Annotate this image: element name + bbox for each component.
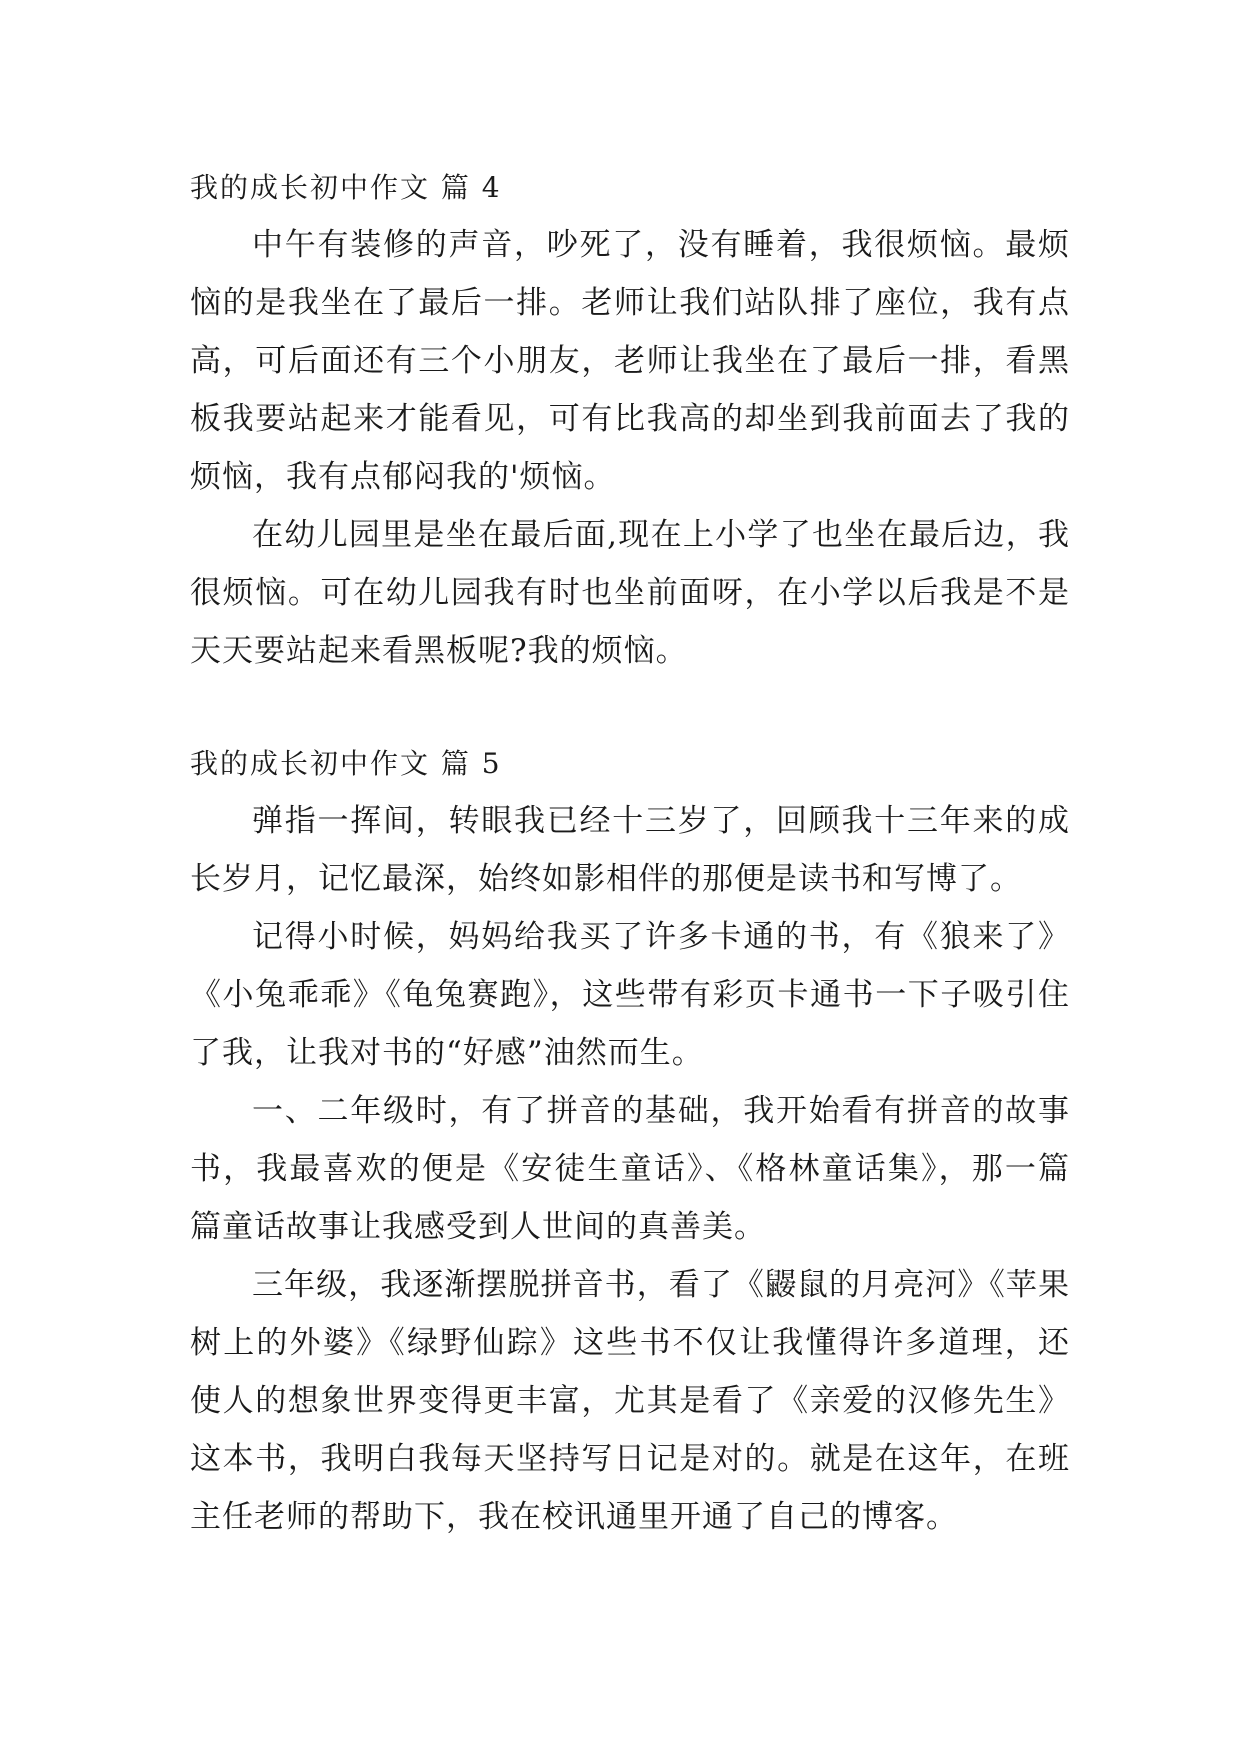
document-body xyxy=(190,160,1070,1546)
essay-heading: 我的成长初中作文 篇 5 xyxy=(190,747,502,780)
essay-heading: 我的成长初中作文 篇 4 xyxy=(190,171,502,204)
essay-paragraph: 记得小时候，妈妈给我买了许多卡通的书，有《狼来了》《小兔乖乖》《龟兔赛跑》，这些带有彩页卡通书一下子吸引住了我，让我对书的“好感”油然而生。 xyxy=(190,919,1070,1071)
essay-paragraph: 在幼儿园里是坐在最后面,现在上小学了也坐在最后边，我很烦恼。可在幼儿园我有时也坐前面呀，在小学以后我是不是天天要站起来看黑板呢?我的烦恼。 xyxy=(190,517,1070,669)
essay-section-5 xyxy=(190,736,1070,1546)
essay-paragraph: 三年级，我逐渐摆脱拼音书，看了《鼹鼠的月亮河》《苹果树上的外婆》《绿野仙踪》这些书不仅让我懂得许多道理，还使人的想象世界变得更丰富，尤其是看了《亲爱的汉修先生》这本书，我明白我每天坚持写日记是对的。就是在这年，在班主任老师的帮助下，我在校讯通里开通了自己的博客。 xyxy=(190,1267,1070,1535)
essay-section-4 xyxy=(190,160,1070,680)
essay-paragraph: 弹指一挥间，转眼我已经十三岁了，回顾我十三年来的成长岁月，记忆最深，始终如影相伴的那便是读书和写博了。 xyxy=(190,803,1070,897)
essay-paragraph: 一、二年级时，有了拼音的基础，我开始看有拼音的故事书，我最喜欢的便是《安徒生童话》、《格林童话集》，那一篇篇童话故事让我感受到人世间的真善美。 xyxy=(190,1093,1070,1245)
essay-paragraph: 中午有装修的声音，吵死了，没有睡着，我很烦恼。最烦恼的是我坐在了最后一排。老师让我们站队排了座位，我有点高，可后面还有三个小朋友，老师让我坐在了最后一排，看黑板我要站起来才能看见，可有比我高的却坐到我前面去了我的烦恼，我有点郁闷我的'烦恼。 xyxy=(190,227,1070,495)
